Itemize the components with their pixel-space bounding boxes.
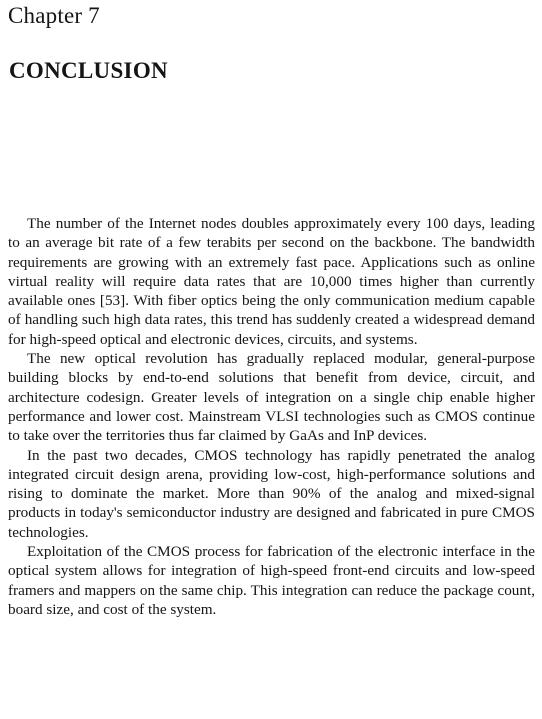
chapter-title: CONCLUSION — [9, 58, 168, 83]
paragraph-1: The number of the Internet nodes doubles approximately every 100 days, leading to an average bit rate of a few terabits per second on the backbone. The bandwidth requirements are growing with an extremely fast pace. Applications such as online virtual reality will require data rates that are 10,000 times higher than currently available ones [53]. With fiber optics being the only communication medium capable of handling such high data rates, this trend has suddenly created a widespread demand for high-speed optical and electronic devices, circuits, and systems. — [8, 215, 535, 348]
body-text — [8, 214, 535, 619]
paragraph-2: The new optical revolution has gradually replaced modular, general-purpose building blocks by end-to-end solutions that benefit from device, circuit, and architecture codesign. Greater levels of integration on a single chip enable higher performance and lower cost. Mainstream VLSI technologies such as CMOS continue to take over the territories thus far claimed by GaAs and InP devices. — [8, 350, 535, 445]
paragraph-4: Exploitation of the CMOS process for fabrication of the electronic interface in the optical system allows for integration of high-speed front-end circuits and low-speed framers and mappers on the same chip. This integration can reduce the package count, board size, and cost of the system. — [8, 543, 535, 618]
chapter-label: Chapter 7 — [8, 3, 100, 28]
paragraph-3: In the past two decades, CMOS technology has rapidly penetrated the analog integrated circuit design arena, providing low-cost, high-performance solutions and rising to dominate the market. More than 90% of the analog and mixed-signal products in today's semiconductor industry are designed and fabricated in pure CMOS technologies. — [8, 446, 535, 541]
